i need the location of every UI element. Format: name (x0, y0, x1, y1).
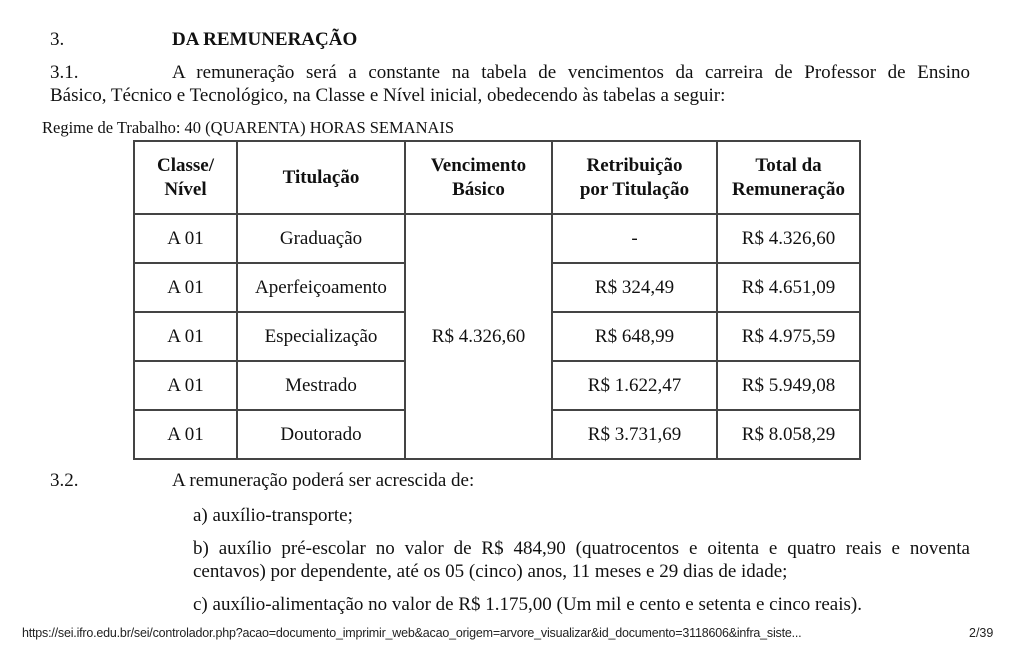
header-retribuicao-line1: Retribuição (586, 154, 683, 176)
cell-vencimento-basico: R$ 4.326,60 (405, 214, 552, 459)
cell-classe: A 01 (134, 361, 237, 410)
list-item-b-line-1: b) auxílio pré-escolar no valor de R$ 484,90 (quatrocentos e oitenta e quatro reais e noventa (193, 538, 970, 559)
cell-total: R$ 8.058,29 (717, 410, 860, 459)
paragraph-3-2-number: 3.2. (50, 470, 79, 491)
paragraph-3-1-line-1: A remuneração será a constante na tabela de vencimentos da carreira de Professor de Ensino (172, 62, 970, 83)
cell-retribuicao: R$ 324,49 (552, 263, 717, 312)
cell-total: R$ 4.975,59 (717, 312, 860, 361)
cell-classe: A 01 (134, 410, 237, 459)
table-row (134, 214, 860, 263)
header-classe-line2: Nível (164, 178, 207, 200)
list-item-b-line-2: centavos) por dependente, até os 05 (cinco) anos, 11 meses e 29 dias de idade; (193, 561, 788, 582)
header-vencimento-basico (405, 141, 552, 214)
cell-titulacao: Doutorado (237, 410, 405, 459)
cell-classe: A 01 (134, 263, 237, 312)
header-total (717, 141, 860, 214)
cell-retribuicao: R$ 3.731,69 (552, 410, 717, 459)
header-classe-line1: Classe/ (157, 154, 214, 176)
paragraph-3-2-text: A remuneração poderá ser acrescida de: (172, 470, 475, 491)
cell-classe: A 01 (134, 214, 237, 263)
header-vencimento-line1: Vencimento (430, 154, 527, 176)
list-item-c: c) auxílio-alimentação no valor de R$ 1.175,00 (Um mil e cento e setenta e cinco reais). (193, 594, 862, 615)
header-classe-nivel (134, 141, 237, 214)
cell-titulacao: Graduação (237, 214, 405, 263)
paragraph-3-1-line-2: Básico, Técnico e Tecnológico, na Classe e Nível inicial, obedecendo às tabelas a seguir: (50, 85, 726, 106)
header-titulacao-text: Titulação (282, 166, 360, 188)
cell-titulacao: Aperfeiçoamento (237, 263, 405, 312)
cell-retribuicao: R$ 1.622,47 (552, 361, 717, 410)
section-title: DA REMUNERAÇÃO (172, 29, 358, 50)
paragraph-3-1-number: 3.1. (50, 62, 79, 83)
work-regime-caption: Regime de Trabalho: 40 (QUARENTA) HORAS SEMANAIS (42, 118, 455, 137)
cell-total: R$ 4.326,60 (717, 214, 860, 263)
cell-titulacao: Mestrado (237, 361, 405, 410)
header-retribuicao-line2: por Titulação (579, 178, 690, 200)
remuneration-table (133, 140, 861, 460)
header-vencimento-line2: Básico (452, 178, 505, 200)
header-total-line2: Remuneração (732, 178, 845, 200)
cell-total: R$ 5.949,08 (717, 361, 860, 410)
footer-url[interactable]: https://sei.ifro.edu.br/sei/controlador.php?acao=documento_imprimir_web&acao_origem=arvore_visualizar&id_documento=3118606&infra_siste... (22, 626, 802, 640)
cell-classe: A 01 (134, 312, 237, 361)
footer-page-number: 2/39 (969, 626, 994, 640)
cell-titulacao: Especialização (237, 312, 405, 361)
cell-retribuicao: - (552, 214, 717, 263)
header-total-line1: Total da (755, 154, 822, 176)
header-retribuicao (552, 141, 717, 214)
header-titulacao (237, 141, 405, 214)
cell-total: R$ 4.651,09 (717, 263, 860, 312)
section-number: 3. (50, 29, 65, 50)
table-header-row (134, 141, 860, 214)
list-item-a: a) auxílio-transporte; (193, 505, 353, 526)
cell-retribuicao: R$ 648,99 (552, 312, 717, 361)
